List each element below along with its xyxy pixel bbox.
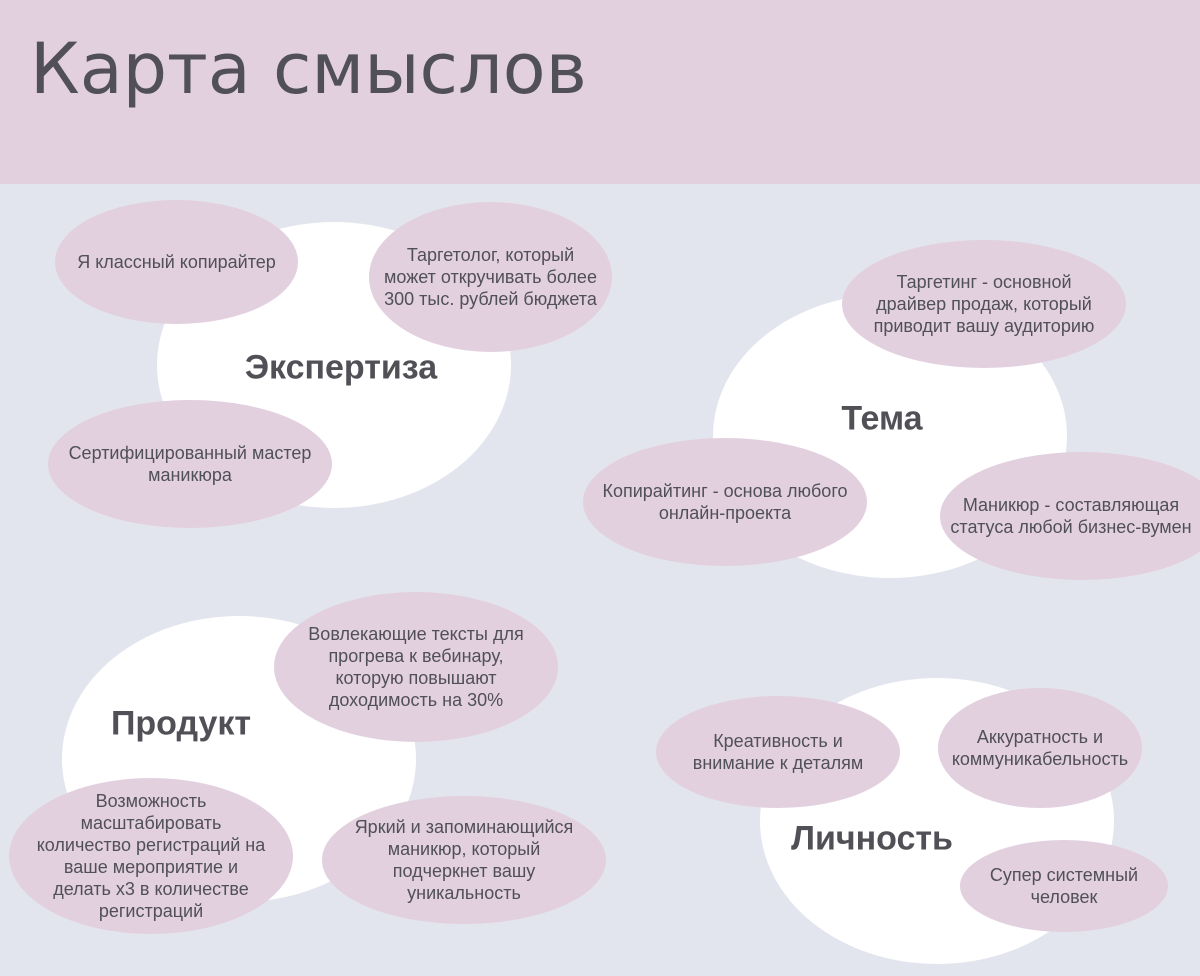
product-title: Продукт [110, 704, 252, 743]
page-title: Карта смыслов [30, 28, 587, 110]
expertise-bubble-copywriter [55, 200, 298, 324]
expertise-bubble-manicure-text: Сертифицированный мастер маникюра [68, 443, 312, 485]
topic-bubble-targeting [842, 240, 1126, 368]
expertise-bubble-copywriter-text: Я классный копирайтер [77, 252, 276, 272]
personality-bubble-systematic [960, 840, 1168, 932]
personality-bubble-systematic-text: Супер системный человек [989, 865, 1139, 907]
product-bubble-manicure-text: Яркий и запоминающийся маникюр, который подчеркнет вашу уникальность [354, 817, 574, 903]
personality-bubble-accuracy [938, 688, 1142, 808]
topic-bubble-manicure [940, 452, 1200, 580]
personality-bubble-creativity-text: Креативность и внимание к деталям [692, 731, 864, 773]
expertise-bubble-targetologist [369, 202, 612, 352]
product-bubble-texts-text: Вовлекающие тексты для прогрева к вебинару, которую повышают доходимость на 30% [308, 624, 524, 710]
topic-title: Тема [841, 399, 923, 438]
topic-bubble-copywriting-text: Копирайтинг - основа любого онлайн-проекта [602, 481, 848, 523]
product-bubble-texts [274, 592, 558, 742]
expertise-bubble-targetologist-text: Таргетолог, который может откручивать более 300 тыс. рублей бюджета [384, 245, 597, 309]
topic-bubble-manicure-text: Маникюр - составляющая статуса любой бизнес-вумен [950, 495, 1192, 537]
personality-bubble-accuracy-text: Аккуратность и коммуникабельность [951, 727, 1129, 769]
product-bubble-manicure [322, 796, 606, 924]
product-bubble-scaling [9, 778, 293, 934]
personality-title: Личность [791, 819, 953, 858]
personality-bubble-creativity [656, 696, 900, 808]
topic-bubble-copywriting [583, 438, 867, 566]
expertise-title: Экспертиза [244, 348, 438, 387]
header-banner [0, 0, 1200, 184]
expertise-bubble-manicure [48, 400, 332, 528]
product-bubble-scaling-text: Возможность масштабировать количество регистраций на ваше мероприятие и делать х3 в количестве регистраций [36, 791, 266, 921]
meaning-map [0, 184, 1200, 976]
topic-bubble-targeting-text: Таргетинг - основной драйвер продаж, который приводит вашу аудиторию [873, 272, 1095, 336]
